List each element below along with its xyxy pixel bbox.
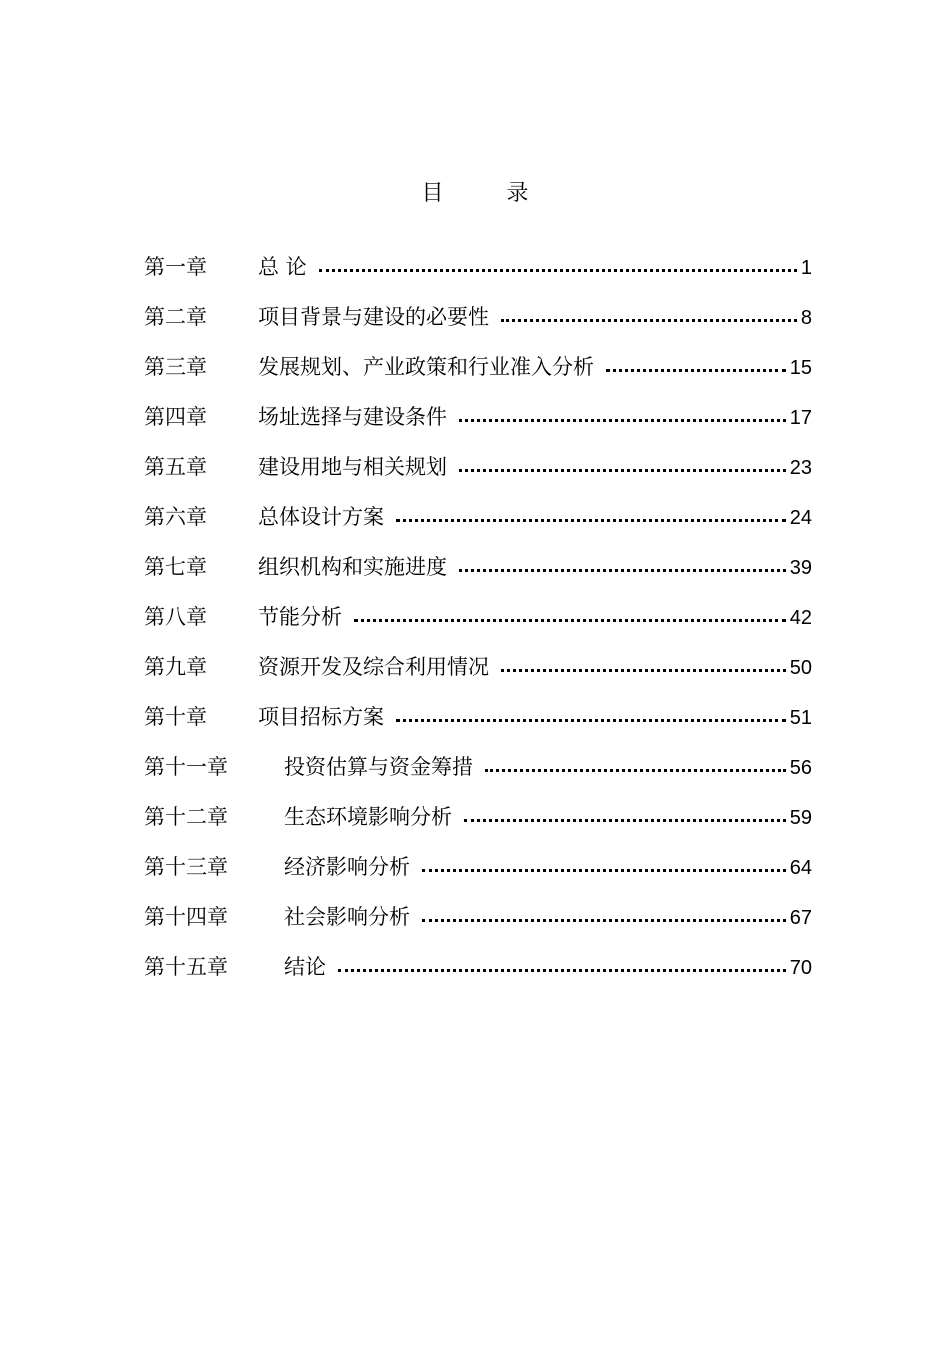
chapter-number: 第一章: [144, 255, 207, 279]
chapter-number: 第十一章: [144, 755, 228, 779]
chapter-number: 第八章: [144, 605, 207, 629]
chapter-number: 第十章: [144, 705, 207, 729]
chapter-title: 发展规划、产业政策和行业准入分析: [258, 355, 594, 379]
page-number: 56: [789, 757, 812, 779]
chapter-title: 经济影响分析: [284, 855, 410, 879]
toc-entry: [144, 900, 812, 950]
dot-leader: [459, 465, 786, 472]
dot-leader: [459, 565, 786, 572]
toc-entry: [144, 850, 812, 900]
chapter-title: 投资估算与资金筹措: [284, 755, 473, 779]
toc-entry: [144, 550, 812, 600]
page-number: 50: [789, 657, 812, 679]
chapter-number: 第四章: [144, 405, 207, 429]
chapter-title: 结论: [284, 955, 326, 979]
chapter-title: 场址选择与建设条件: [258, 405, 447, 429]
chapter-title: 总体设计方案: [258, 505, 384, 529]
chapter-number: 第三章: [144, 355, 207, 379]
dot-leader: [319, 265, 797, 272]
dot-leader: [459, 415, 786, 422]
toc-entry: [144, 650, 812, 700]
page-number: 23: [789, 457, 812, 479]
page-number: 8: [800, 307, 812, 329]
chapter-title: 社会影响分析: [284, 905, 410, 929]
dot-leader: [501, 665, 786, 672]
chapter-title: 项目招标方案: [258, 705, 384, 729]
page-number: 70: [789, 957, 812, 979]
toc-entry: [144, 450, 812, 500]
page-number: 42: [789, 607, 812, 629]
chapter-title: 建设用地与相关规划: [258, 455, 447, 479]
page-number: 59: [789, 807, 812, 829]
dot-leader: [354, 615, 786, 622]
chapter-title: 资源开发及综合利用情况: [258, 655, 489, 679]
dot-leader: [396, 715, 786, 722]
dot-leader: [338, 965, 786, 972]
toc-entry: [144, 500, 812, 550]
dot-leader: [422, 865, 786, 872]
chapter-title: 项目背景与建设的必要性: [258, 305, 489, 329]
chapter-title: 总 论: [258, 255, 307, 279]
chapter-number: 第七章: [144, 555, 207, 579]
toc-entry: [144, 350, 812, 400]
chapter-number: 第五章: [144, 455, 207, 479]
toc-entry: [144, 600, 812, 650]
chapter-number: 第十三章: [144, 855, 228, 879]
toc-entry: [144, 700, 812, 750]
toc-entry: [144, 300, 812, 350]
page-number: 67: [789, 907, 812, 929]
page-number: 1: [800, 257, 812, 279]
page-number: 39: [789, 557, 812, 579]
dot-leader: [485, 765, 786, 772]
chapter-number: 第六章: [144, 505, 207, 529]
dot-leader: [501, 315, 797, 322]
page-number: 64: [789, 857, 812, 879]
dot-leader: [606, 365, 786, 372]
table-of-contents: [144, 250, 812, 1000]
chapter-title: 节能分析: [258, 605, 342, 629]
page-number: 24: [789, 507, 812, 529]
toc-entry: [144, 400, 812, 450]
toc-entry: [144, 800, 812, 850]
toc-entry: [144, 250, 812, 300]
chapter-title: 组织机构和实施进度: [258, 555, 447, 579]
chapter-number: 第二章: [144, 305, 207, 329]
page-number: 15: [789, 357, 812, 379]
dot-leader: [396, 515, 786, 522]
toc-entry: [144, 750, 812, 800]
toc-entry: [144, 950, 812, 1000]
chapter-number: 第九章: [144, 655, 207, 679]
chapter-number: 第十四章: [144, 905, 228, 929]
chapter-title: 生态环境影响分析: [284, 805, 452, 829]
toc-heading: 目 录: [421, 181, 557, 206]
dot-leader: [422, 915, 786, 922]
chapter-number: 第十五章: [144, 955, 228, 979]
dot-leader: [464, 815, 786, 822]
page-number: 17: [789, 407, 812, 429]
page-number: 51: [789, 707, 812, 729]
chapter-number: 第十二章: [144, 805, 228, 829]
